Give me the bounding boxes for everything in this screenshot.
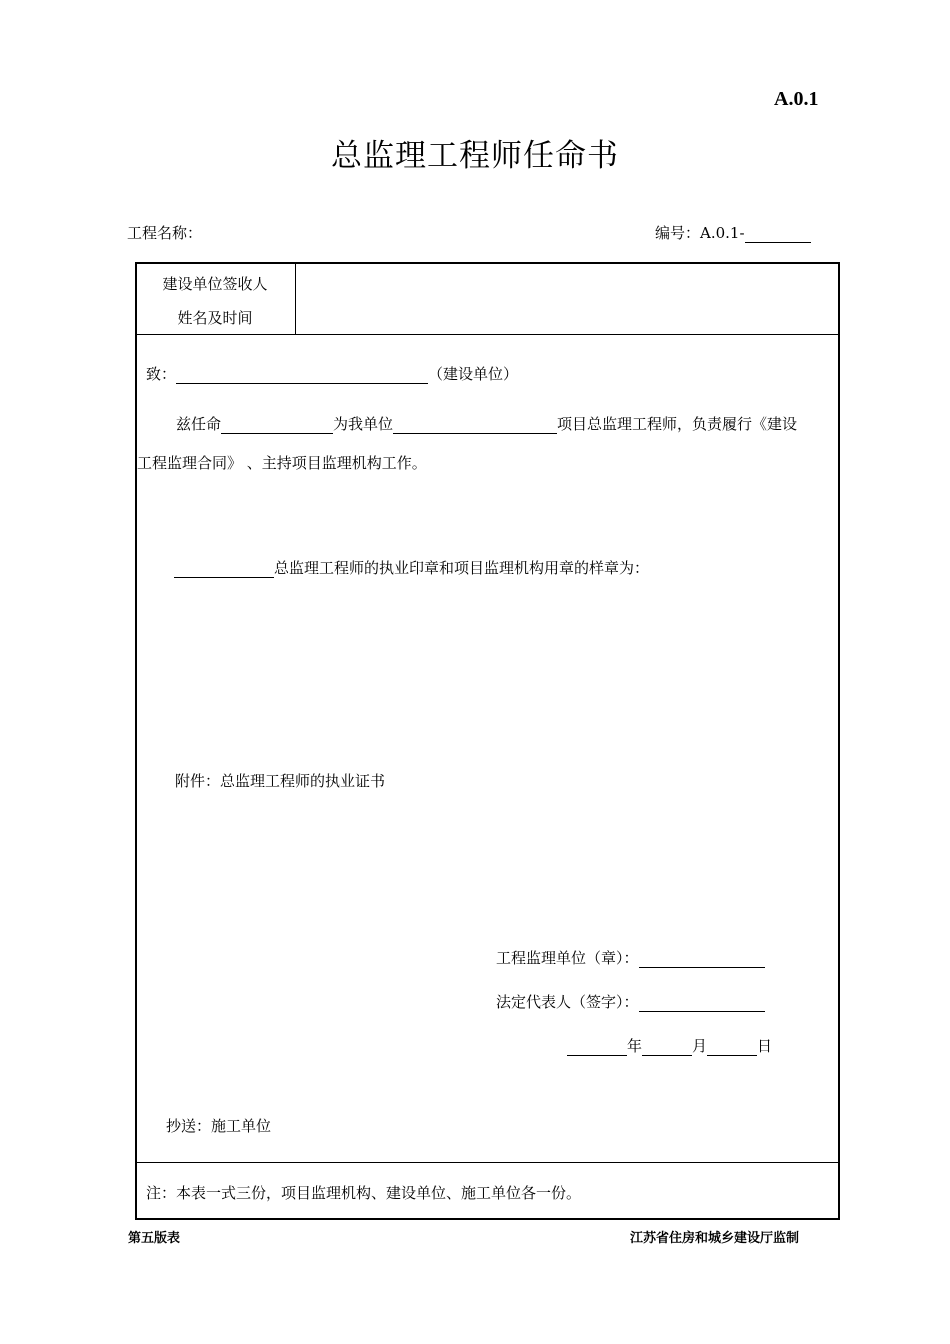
appointment-line2: 工程监理合同》 、主持项目监理机构工作。	[137, 454, 427, 472]
unit-seal-field[interactable]	[639, 951, 765, 968]
form-code: A.0.1	[774, 88, 819, 110]
month-label: 月	[692, 1037, 708, 1055]
year-label: 年	[627, 1037, 643, 1055]
date-line	[567, 1035, 772, 1056]
appoint-mid: 为我单位	[333, 415, 394, 433]
addressee-prefix: 致：	[146, 365, 177, 383]
note-text: 注：本表一式三份，项目监理机构、建设单位、施工单位各一份。	[146, 1184, 582, 1202]
form-number-label: 编号：A.0.1-	[655, 224, 745, 242]
divider	[137, 1162, 838, 1163]
receipt-signature-field[interactable]	[297, 265, 837, 331]
form-number	[655, 222, 811, 243]
seal-text: 总监理工程师的执业印章和项目监理机构用章的样章为：	[274, 559, 650, 577]
addressee-suffix: （建设单位）	[428, 365, 519, 383]
year-field[interactable]	[567, 1039, 627, 1056]
day-field[interactable]	[707, 1039, 757, 1056]
project-field[interactable]	[393, 417, 557, 434]
unit-seal-line	[496, 947, 765, 968]
appointment-line	[176, 413, 797, 434]
day-label: 日	[757, 1037, 773, 1055]
footer-edition: 第五版表	[128, 1231, 181, 1246]
project-name-label: 工程名称：	[127, 224, 203, 242]
cc-text: 抄送：施工单位	[166, 1117, 272, 1135]
representative-line	[496, 991, 765, 1012]
divider	[295, 264, 296, 334]
receipt-label-line1: 建设单位签收人	[162, 275, 268, 293]
appoint-suffix: 项目总监理工程师，负责履行《建设	[557, 415, 798, 433]
appointee-field[interactable]	[221, 417, 333, 434]
representative-label: 法定代表人（签字）：	[496, 993, 639, 1011]
seal-name-field[interactable]	[174, 561, 274, 578]
receipt-label-line2: 姓名及时间	[177, 309, 253, 327]
unit-seal-label: 工程监理单位（章）：	[496, 949, 639, 967]
page-title: 总监理工程师任命书	[331, 138, 619, 174]
form-number-field[interactable]	[745, 226, 811, 243]
addressee-field[interactable]	[176, 367, 428, 384]
attachment-text: 附件：总监理工程师的执业证书	[175, 772, 386, 790]
month-field[interactable]	[642, 1039, 692, 1056]
appoint-prefix: 兹任命	[176, 415, 222, 433]
seal-line	[174, 557, 649, 578]
addressee-line	[146, 363, 518, 384]
representative-field[interactable]	[639, 995, 765, 1012]
footer-issuer: 江苏省住房和城乡建设厅监制	[630, 1231, 800, 1246]
receipt-label	[136, 267, 294, 335]
form-frame	[135, 262, 840, 1220]
